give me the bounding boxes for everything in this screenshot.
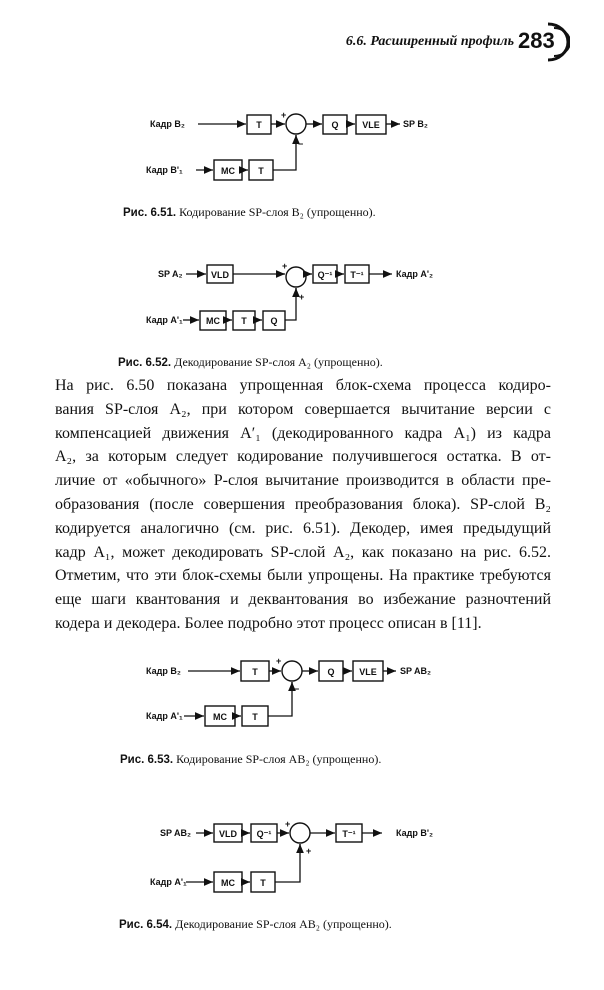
figure-6-53-diagram [0,652,604,732]
svg-text:Q: Q [270,316,278,326]
sign-plus: + [299,292,305,302]
figure-caption: Рис. 6.54. Декодирование SP-слоя AB₂ (упрощенно). [119,917,392,931]
text-line: A₂, за которым следует кодирование получившегося остатка. В от- [55,448,551,466]
figure-caption: Рис. 6.52. Декодирование SP-слоя A₂ (упрощенно). [118,355,383,369]
svg-text:VLE: VLE [359,667,377,677]
svg-text:MC: MC [221,166,235,176]
svg-text:Q: Q [331,120,339,130]
text-line: Отметим, что эти блок-схемы были упрощены. На практике требуются [55,567,551,585]
text-line: На рис. 6.50 показана упрощенная блок-схема процесса кодиро- [55,377,551,394]
input-label-top: Кадр B₂ [150,119,185,129]
text-line: кадр A₁, может декодировать SP-слой A₂, как показано на рис. 6.52. [55,543,551,561]
figure-6-51-diagram [0,105,604,185]
svg-text:VLD: VLD [219,829,237,839]
figure-caption: Рис. 6.51. Кодирование SP-слоя B₂ (упрощенно). [123,205,376,219]
svg-text:T: T [241,316,247,326]
page-number: 283 [518,28,555,53]
running-header: 6.6. Расширенный профиль [345,34,514,49]
text-line: кодируется аналогично (см. рис. 6.51). Декодер, имея предыдущий [55,519,551,537]
figure-caption: Рис. 6.53. Кодирование SP-слоя AB₂ (упрощенно). [120,752,382,766]
text-line: компенсацией движения A′₁ (декодированного кадра A₁) из кадра [55,424,551,442]
summing-node [286,114,306,134]
page-number-ornament [546,22,570,62]
sign-minus: − [294,684,300,694]
figure-6-54-diagram [0,818,604,898]
input-label-bottom: Кадр A'₁ [150,877,187,887]
svg-text:VLD: VLD [211,270,229,280]
output-label: Кадр A'₂ [396,269,433,279]
text-line: кодера и декодера. Более подробно этот процесс описан в [11]. [55,614,482,632]
input-label-bottom: Кадр A'₁ [146,711,183,721]
sign-plus: + [282,261,288,271]
svg-text:MC: MC [206,316,220,326]
input-label-top: SP AB₂ [160,828,192,838]
input-label-bottom: Кадр B'₁ [146,165,183,175]
svg-text:VLE: VLE [362,120,380,130]
svg-text:T: T [252,667,258,677]
summing-node [282,661,302,681]
svg-text:T: T [260,878,266,888]
svg-text:MC: MC [221,878,235,888]
input-label-top: SP A₂ [158,269,183,279]
sign-plus: + [276,656,282,666]
block-label: T [256,120,262,130]
text-line: вания SP-слоя A₂, при котором совершается вычитание версии с [55,400,551,418]
input-label-bottom: Кадр A'₁ [146,315,183,325]
summing-node [290,823,310,843]
summing-node [286,267,306,287]
text-line: личие от «обычного» P-слоя вычитание производится в области пре- [55,472,551,490]
output-label: SP AB₂ [400,666,432,676]
svg-text:T⁻¹: T⁻¹ [342,829,356,839]
figure-6-52-diagram [0,258,604,338]
svg-text:T: T [252,712,258,722]
svg-text:T⁻¹: T⁻¹ [350,270,364,280]
svg-text:MC: MC [213,712,227,722]
sign-plus: + [306,846,312,856]
svg-text:Q⁻¹: Q⁻¹ [256,829,272,839]
svg-text:T: T [258,166,264,176]
body-paragraph [55,374,551,636]
svg-text:Q: Q [327,667,335,677]
sign-minus: − [298,139,304,149]
output-label: SP B₂ [403,119,428,129]
sign-plus: + [285,819,291,829]
input-label-top: Кадр B₂ [146,666,181,676]
output-label: Кадр B'₂ [396,828,433,838]
sign-plus: + [281,110,287,120]
text-line: образования (после совершения преобразования блока). SP-слой B₂ [55,495,551,513]
svg-text:Q⁻¹: Q⁻¹ [317,270,333,280]
text-line: еще шаги квантования и деквантования во избежание разночтений [55,591,551,609]
